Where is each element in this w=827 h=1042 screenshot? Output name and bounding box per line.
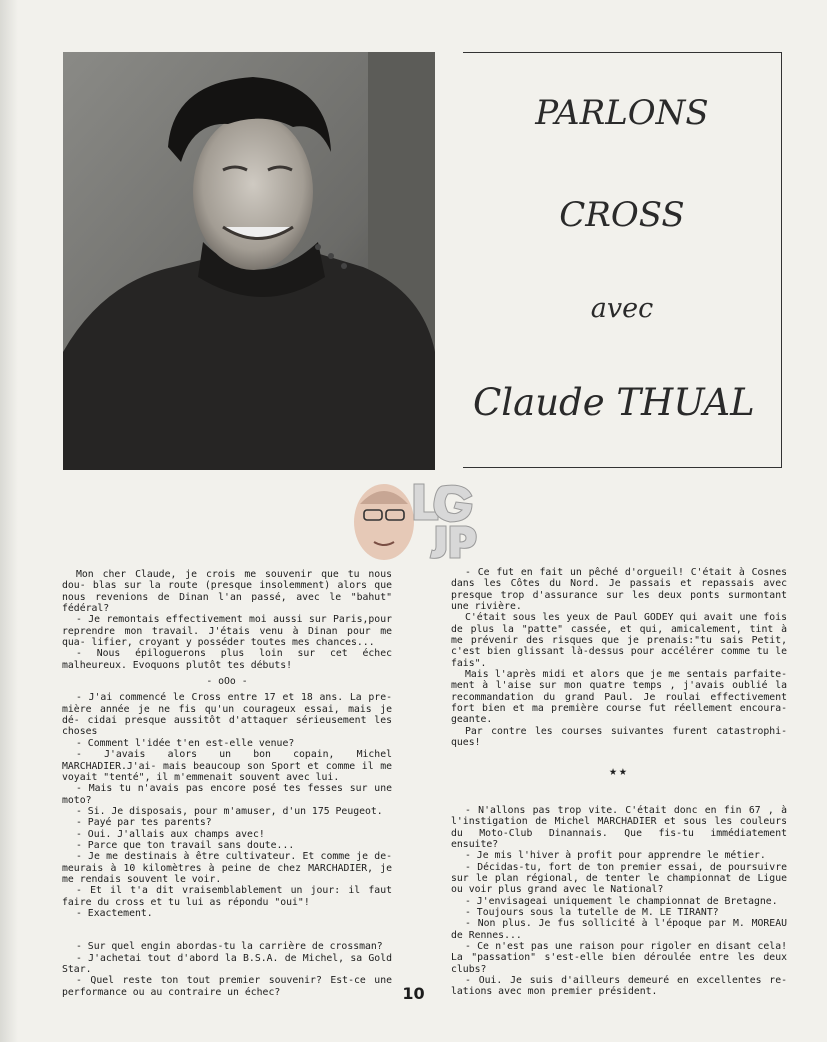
paragraph: - Comment l'idée t'en est-elle venue? [76, 737, 295, 749]
page-edge [0, 0, 18, 1042]
paragraph: C'était sous les yeux de Paul GODEY qui avait une fois de plus la "patte" cassée, et qui, amicalement, tint à me prévenir des risques que je prenais:"tu sais Petit, c'est bien glissant là-dessus pour accélérer comme tu le fais". [451, 612, 787, 669]
paragraph: - Et il t'a dit vraisemblablement un jour: il faut faire du cross et tu lui as répondu "oui"! [62, 885, 392, 908]
paragraph: - Oui. Je suis d'ailleurs demeuré en excellentes re- lations avec mon premier président. [451, 975, 787, 998]
title-line-4: Claude THUAL [473, 381, 755, 424]
paragraph: - Quel reste ton tout premier souvenir? Est-ce une performance ou au contraire un échec? [62, 975, 392, 998]
title-line-3: avec [590, 293, 654, 324]
paragraph: Par contre les courses suivantes furent catastrophi- ques! [451, 725, 787, 749]
paragraph: - Je remontais effectivement moi aussi sur Paris,pour reprendre mon travail. J'étais venu à Dinan pour me qua- lifier, croyant y posséder toutes mes chances... [62, 614, 392, 649]
title-line-1: PARLONS [535, 93, 709, 133]
portrait-image [63, 52, 435, 470]
paragraph: - N'allons pas trop vite. C'était donc en fin 67 , à l'instigation de Michel MARCHADIER et sous les couleurs du Moto-Club Dinannais. Que fis-tu immédiatement ensuite? [451, 804, 787, 850]
article-right-column [451, 567, 787, 998]
paragraph: Mon cher Claude, je crois me souvenir que tu nous dou- blas sur la route (presque insolemment) alors que nous revenions de Dinan l'an passé, avec le "bahut" fédéral? [62, 569, 392, 615]
paragraph: - J'avais alors un bon copain, Michel MARCHADIER.J'ai- mais beaucoup son Sport et comme il me voyait "tenté", il m'emmenait souvent avec lui. [62, 749, 392, 783]
title-box [463, 52, 782, 468]
paragraph: - Ce fut en fait un pêché d'orgueil! C'était à Cosnes dans les Côtes du Nord. Je passais et repassais avec presque trop d'assurance sur les deux ponts surmontant une rivière. [451, 567, 787, 613]
section-stars: ★★ [609, 763, 629, 779]
paragraph: - Je mis l'hiver à profit pour apprendre le métier. [465, 850, 766, 862]
portrait-photo [63, 52, 435, 470]
title-line-2: CROSS [559, 195, 685, 235]
paragraph: - J'envisageai uniquement le championnat de Bretagne. [465, 895, 778, 907]
paragraph: - Oui. J'allais aux champs avec! [76, 828, 265, 840]
paragraph: - Toujours sous la tutelle de M. LE TIRANT? [465, 906, 719, 918]
paragraph: - J'achetai tout d'abord la B.S.A. de Michel, sa Gold Star. [62, 952, 392, 975]
paragraph: - J'ai commencé le Cross entre 17 et 18 ans. La pre- mière année je ne fis qu'un courageux essai, mais je dé- cidai presque aussitôt d'attaquer sérieusement les choses [62, 692, 392, 738]
paragraph: - Nous épiloguerons plus loin sur cet échec malheureux. Evoquons plutôt tes débuts! [62, 648, 392, 671]
lgjp-logo [346, 474, 481, 564]
paragraph: - Décidas-tu, fort de ton premier essai, de poursuivre sur le plan régional, de tenter le championnat de Ligue ou voir plus grand avec le National? [451, 861, 787, 896]
paragraph: - Payé par tes parents? [76, 817, 212, 829]
paragraph: - Sur quel engin abordas-tu la carrière de crossman? [76, 941, 383, 953]
section-separator: - oOo - [206, 676, 248, 688]
paragraph: - Je me destinais à être cultivateur. Et comme je de- meurais à 10 kilomètres à peine de chez MARCHADIER, je me rendais souvent le voir. [62, 851, 392, 885]
paragraph: - Mais tu n'avais pas encore posé tes fesses sur une moto? [62, 783, 392, 806]
paragraph: - Exactement. [76, 907, 153, 919]
paragraph: - Si. Je disposais, pour m'amuser, d'un 175 Peugeot. [76, 805, 383, 817]
paragraph: - Parce que ton travail sans doute... [76, 839, 295, 851]
article-left-column [62, 569, 392, 998]
paragraph: - Non plus. Je fus sollicité à l'époque par M. MOREAU de Rennes... [451, 918, 787, 941]
paragraph: - Ce n'est pas une raison pour rigoler en disant cela! La "passation" s'est-elle bien déroulée entre les deux clubs? [451, 940, 787, 975]
page-number: 10 [402, 984, 425, 1003]
paragraph: Mais l'après midi et alors que je me sentais parfaite- ment à l'aise sur mon quatre temps , j'avais oublié la recommandation du grand Paul. Je roulai effectivement fort bien et ma première course fut réellement encoura- geante. [451, 669, 787, 726]
